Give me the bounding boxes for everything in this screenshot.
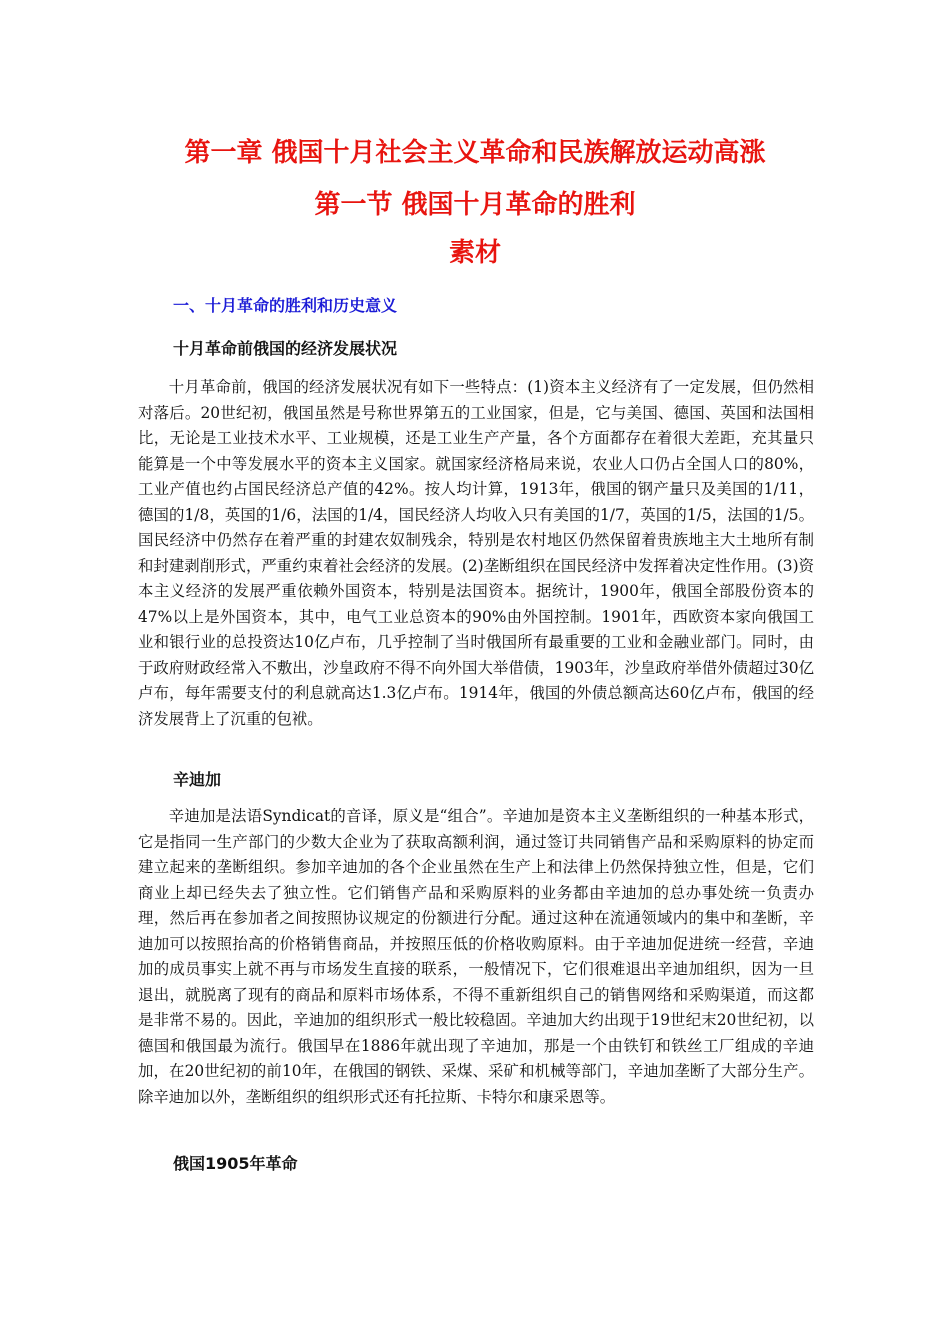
paragraph-economy: 十月革命前，俄国的经济发展状况有如下一些特点：(1)资本主义经济有了一定发展，但仍然相对落后。20世纪初，俄国虽然是号称世界第五的工业国家，但是，它与美国、德国、英国和法国相比，无论是工业技术水平、工业规模，还是工业生产产量，各个方面都存在着很大差距，充其量只能算是一个中等发展水平的资本主义国家。就国家经济格局来说，农业人口仍占全国人口的80%，工业产值也约占国民经济总产值的42%。按人均计算，1913年，俄国的钢产量只及美国的1/11，德国的1/8，英国的1/6，法国的1/4，国民经济人均收入只有美国的1/7，英国的1/5，法国的1/5。国民经济中仍然存在着严重的封建农奴制残余，特别是农村地区仍然保留着贵族地主大土地所有制和封建剥削形式，严重约束着社会经济的发展。(2)垄断组织在国民经济中发挥着决定性作用。(3)资本主义经济的发展严重依赖外国资本，特别是法国资本。据统计，1900年，俄国全部股份资本的47%以上是外国资本，其中，电气工业总资本的90%由外国控制。1901年，西欧资本家向俄国工业和银行业的总投资达10亿卢布，几乎控制了当时俄国所有最重要的工业和金融业部门。同时，由于政府财政经常入不敷出，沙皇政府不得不向外国大举借债，1903年，沙皇政府举借外债超过30亿卢布，每年需要支付的利息就高达1.3亿卢布。1914年，俄国的外债总额高达60亿卢布，俄国的经济发展背上了沉重的包袱。 [138, 378, 814, 728]
subsection-heading-syndicate: 辛迪加 [173, 770, 222, 789]
material-title: 素材 [448, 238, 501, 268]
subsection-heading-economy: 十月革命前俄国的经济发展状况 [173, 339, 398, 358]
section-title: 第一节 俄国十月革命的胜利 [314, 190, 636, 220]
subsection-heading-1905-revolution: 俄国1905年革命 [173, 1154, 298, 1173]
part-heading: 一、十月革命的胜利和历史意义 [173, 296, 398, 315]
paragraph-syndicate: 辛迪加是法语Syndicat的音译，原义是“组合”。辛迪加是资本主义垄断组织的一种基本形式，它是指同一生产部门的少数大企业为了获取高额利润，通过签订共同销售产品和采购原料的协定而建立起来的垄断组织。参加辛迪加的各个企业虽然在生产上和法律上仍然保持独立性，但是，它们商业上却已经失去了独立性。它们销售产品和采购原料的业务都由辛迪加的总办事处统一负责办理，然后再在参加者之间按照协议规定的份额进行分配。通过这种在流通领域内的集中和垄断，辛迪加可以按照抬高的价格销售商品，并按照压低的价格收购原料。由于辛迪加促进统一经营，辛迪加的成员事实上就不再与市场发生直接的联系，一般情况下，它们很难退出辛迪加组织，因为一旦退出，就脱离了现有的商品和原料市场体系，不得不重新组织自己的销售网络和采购渠道，而这都是非常不易的。因此，辛迪加的组织形式一般比较稳固。辛迪加大约出现于19世纪末20世纪初，以德国和俄国最为流行。俄国早在1886年就出现了辛迪加，那是一个由铁钉和铁丝工厂组成的辛迪加，在20世纪初的前10年，在俄国的钢铁、采煤、采矿和机械等部门，辛迪加垄断了大部分生产。除辛迪加以外，垄断组织的组织形式还有托拉斯、卡特尔和康采恩等。 [138, 807, 814, 1106]
chapter-title: 第一章 俄国十月社会主义革命和民族解放运动高涨 [184, 138, 766, 168]
